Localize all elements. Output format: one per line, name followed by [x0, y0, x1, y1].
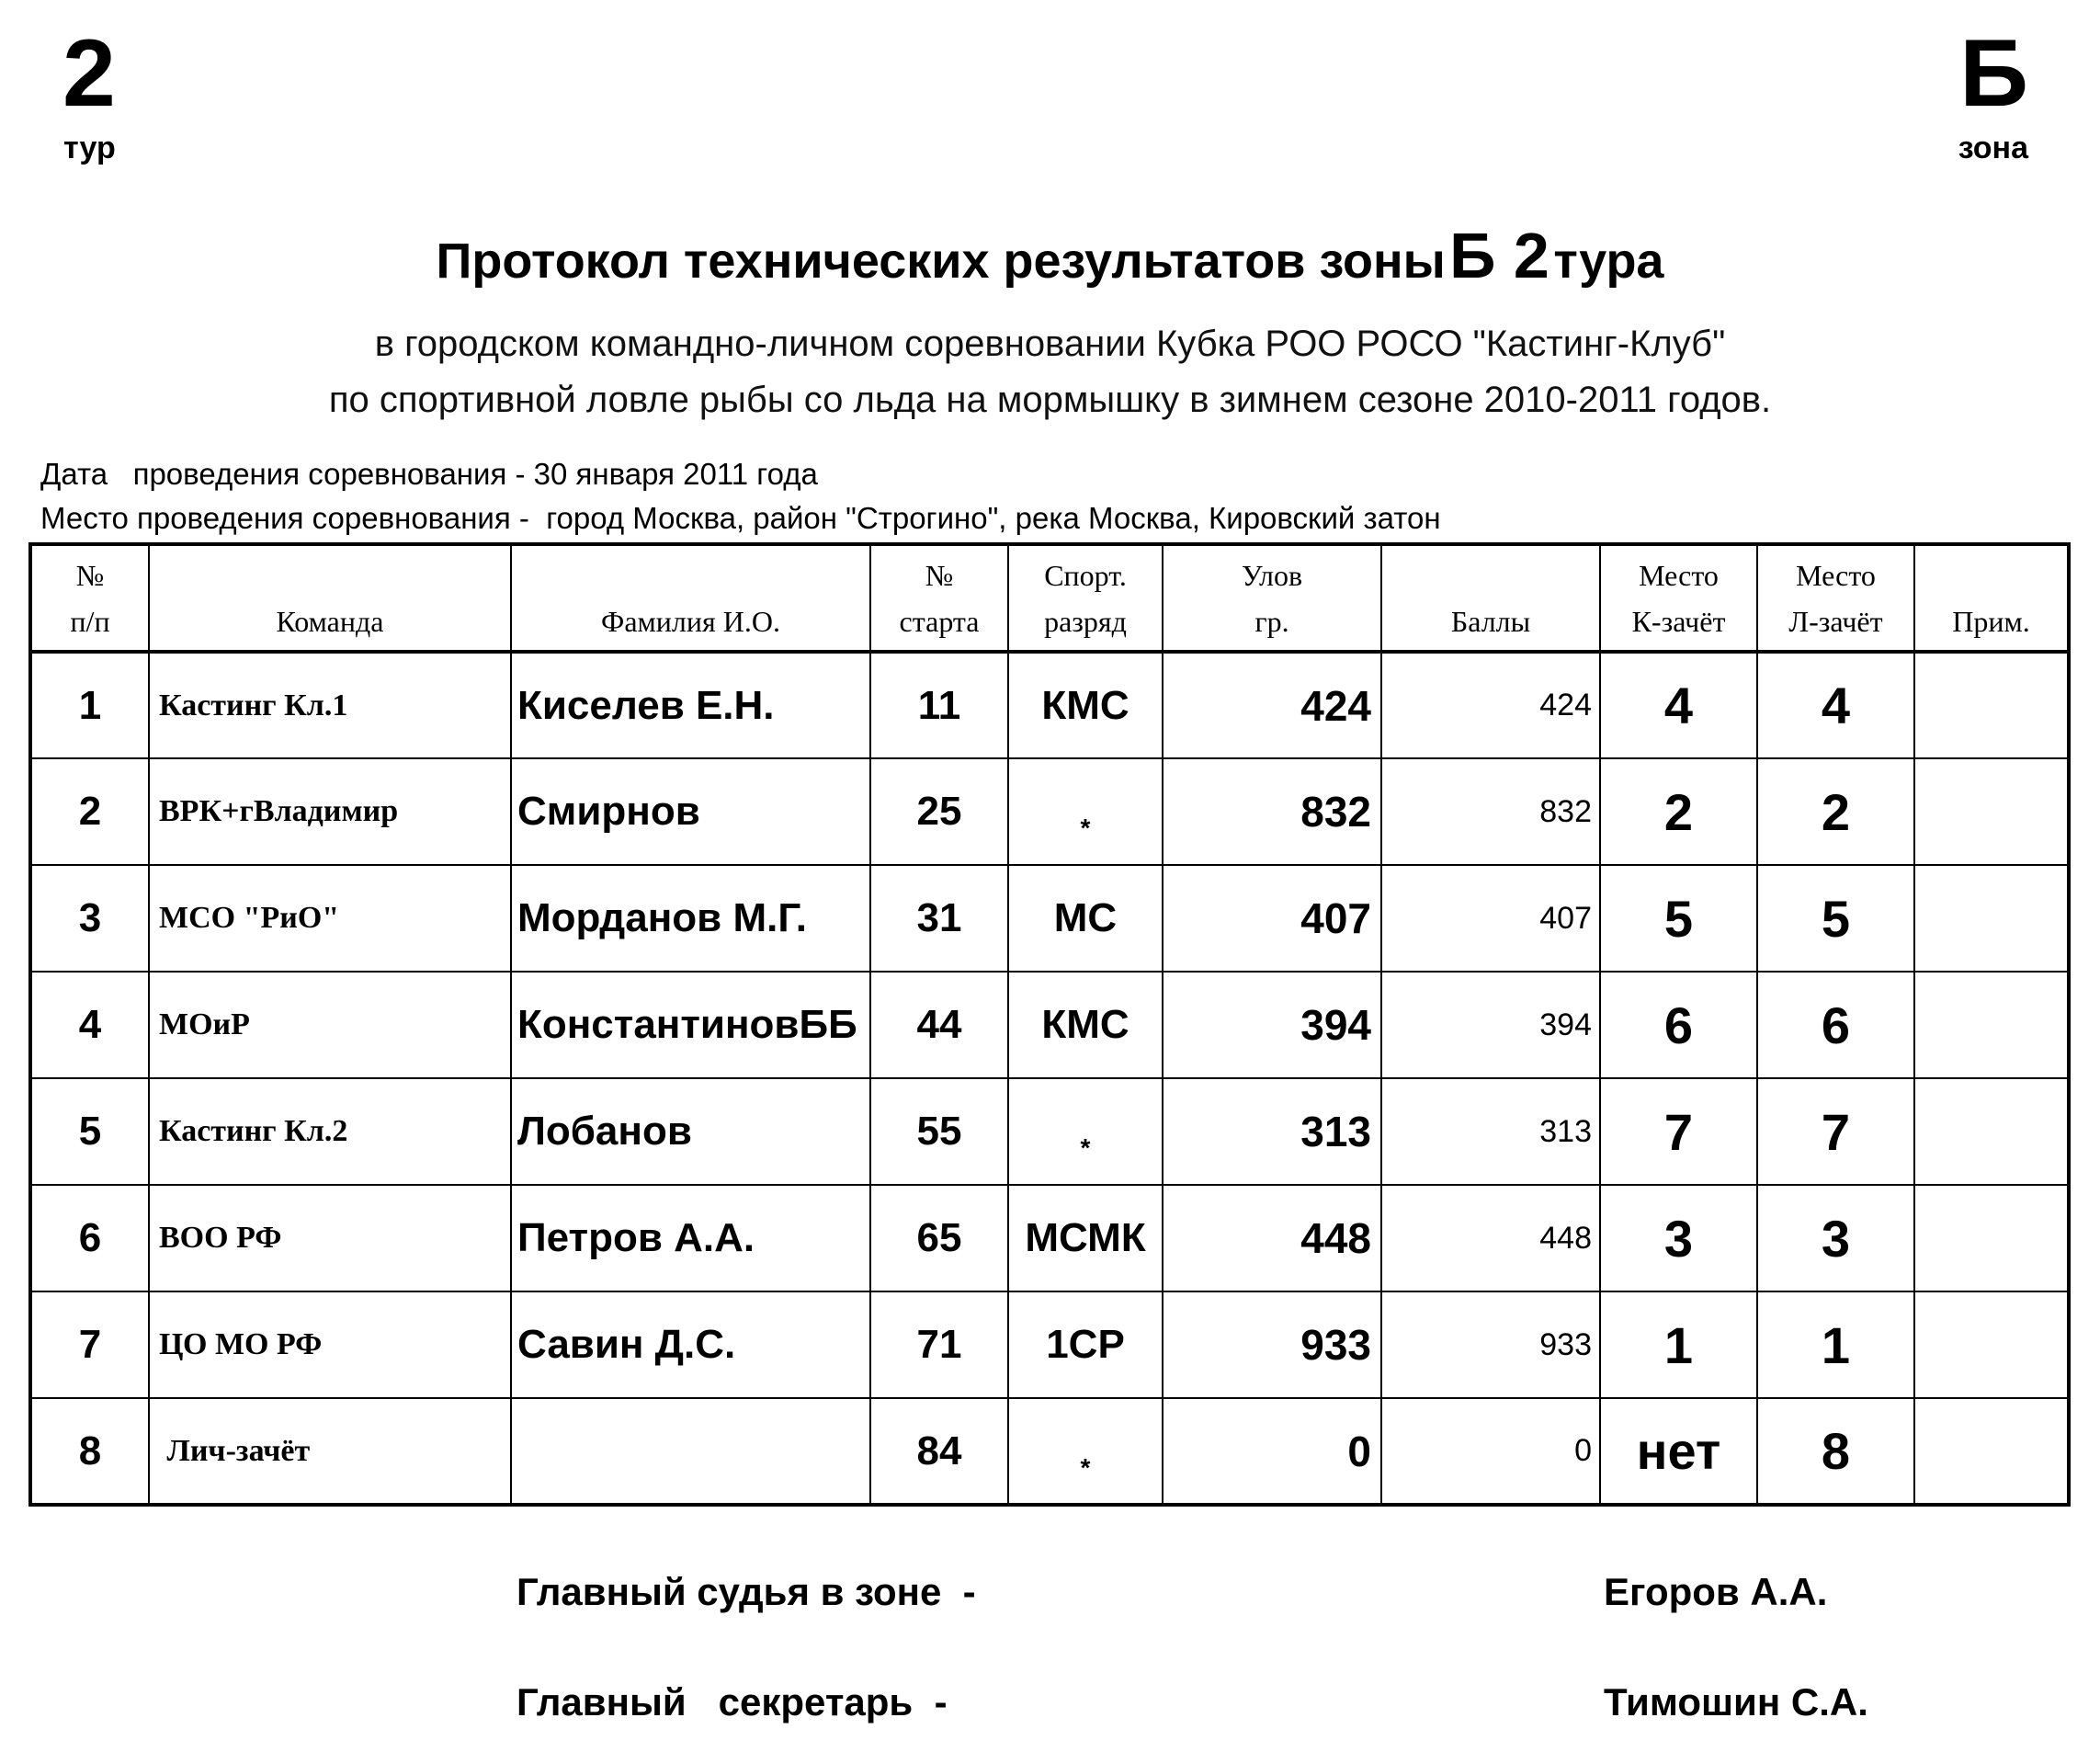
table-row: [30, 1185, 2069, 1291]
cell-points: 313: [1381, 1078, 1600, 1185]
cell-points: 832: [1381, 758, 1600, 865]
header-kplace-line-1: Место: [1639, 558, 1719, 592]
cell-personal-place: 2: [1757, 758, 1914, 865]
cell-catch: 0: [1163, 1398, 1381, 1505]
header-start: [870, 544, 1008, 652]
cell-note: [1914, 1078, 2069, 1185]
header-kplace: [1600, 544, 1757, 652]
header-catch-line-2: гр.: [1254, 604, 1289, 638]
header-rank-line-1: Спорт.: [1044, 558, 1127, 592]
cell-start: 44: [870, 972, 1008, 1078]
cell-num: 7: [30, 1291, 149, 1398]
header-points: [1381, 544, 1600, 652]
cell-catch: 832: [1163, 758, 1381, 865]
cell-name: Киселев Е.Н.: [511, 652, 870, 758]
cell-start: 71: [870, 1291, 1008, 1398]
cell-rank: *: [1008, 1398, 1163, 1505]
cell-personal-place: 7: [1757, 1078, 1914, 1185]
cell-num: 4: [30, 972, 149, 1078]
cell-team: Кастинг Кл.2: [149, 1078, 511, 1185]
table-row: [30, 1398, 2069, 1505]
cell-personal-place: 4: [1757, 652, 1914, 758]
cell-personal-place: 3: [1757, 1185, 1914, 1291]
header-kplace-line-2: К-зачёт: [1631, 604, 1726, 638]
cell-team-place: 1: [1600, 1291, 1757, 1398]
cell-name: Смирнов: [511, 758, 870, 865]
header-row: [30, 544, 2069, 652]
cell-team-place: нет: [1600, 1398, 1757, 1505]
cell-start: 31: [870, 865, 1008, 972]
header-lplace: [1757, 544, 1914, 652]
cell-rank: МСМК: [1008, 1185, 1163, 1291]
cell-num: 3: [30, 865, 149, 972]
chief-judge-label: Главный судья в зоне -: [516, 1570, 976, 1613]
cell-note: [1914, 652, 2069, 758]
subtitle-line-2: по спортивной ловле рыбы со льда на мормышку в зимнем сезоне 2010-2011 годов.: [328, 380, 1772, 420]
cell-catch: 424: [1163, 652, 1381, 758]
cell-start: 11: [870, 652, 1008, 758]
cell-start: 55: [870, 1078, 1008, 1185]
tour-label: тур: [63, 131, 116, 165]
header-lplace-line-1: Место: [1796, 558, 1876, 592]
table-row: [30, 758, 2069, 865]
cell-team-place: 6: [1600, 972, 1757, 1078]
cell-team: ВОО РФ: [149, 1185, 511, 1291]
cell-name: Савин Д.С.: [511, 1291, 870, 1398]
cell-team: МСО "РиО": [149, 865, 511, 972]
cell-catch: 448: [1163, 1185, 1381, 1291]
header-num-line-2: п/п: [70, 604, 110, 638]
cell-personal-place: 6: [1757, 972, 1914, 1078]
cell-num: 8: [30, 1398, 149, 1505]
cell-personal-place: 5: [1757, 865, 1914, 972]
cell-points: 394: [1381, 972, 1600, 1078]
table-row: [30, 972, 2069, 1078]
cell-points: 933: [1381, 1291, 1600, 1398]
cell-team: ЦО МО РФ: [149, 1291, 511, 1398]
zone-letter: Б: [1959, 20, 2028, 127]
cell-team: ВРК+гВладимир: [149, 758, 511, 865]
header-num-line-1: №: [75, 558, 105, 592]
cell-name: КонстантиновББ: [511, 972, 870, 1078]
header-rank: [1008, 544, 1163, 652]
cell-rank: МС: [1008, 865, 1163, 972]
cell-rank: КМС: [1008, 972, 1163, 1078]
cell-name: Морданов М.Г.: [511, 865, 870, 972]
table-row: [30, 652, 2069, 758]
cell-personal-place: 8: [1757, 1398, 1914, 1505]
tour-number: 2: [62, 20, 116, 127]
subtitle: [0, 316, 2100, 428]
cell-team: Кастинг Кл.1: [149, 652, 511, 758]
cell-num: 6: [30, 1185, 149, 1291]
title-end: тура: [1553, 233, 1664, 289]
cell-team-place: 2: [1600, 758, 1757, 865]
cell-note: [1914, 972, 2069, 1078]
cell-num: 2: [30, 758, 149, 865]
table-body: [30, 652, 2069, 1505]
title-main: Протокол технических результатов зоны: [436, 233, 1446, 289]
header-note-label: Прим.: [1952, 604, 2030, 638]
table-row: [30, 865, 2069, 972]
cell-note: [1914, 1291, 2069, 1398]
cell-name: Лобанов: [511, 1078, 870, 1185]
header-team: [149, 544, 511, 652]
header-note: [1914, 544, 2069, 652]
cell-name: Петров А.А.: [511, 1185, 870, 1291]
cell-rank: 1СР: [1008, 1291, 1163, 1398]
header-name-label: Фамилия И.О.: [601, 604, 780, 638]
header-lplace-line-2: Л-зачёт: [1788, 604, 1883, 638]
cell-team: МОиР: [149, 972, 511, 1078]
header-points-label: Баллы: [1450, 604, 1531, 638]
header-catch-line-1: Улов: [1241, 558, 1303, 592]
cell-team-place: 5: [1600, 865, 1757, 972]
competition-place: Место проведения соревнования - город Москва, район "Строгино", река Москва, Кировский затон: [40, 501, 1441, 535]
cell-catch: 394: [1163, 972, 1381, 1078]
cell-note: [1914, 758, 2069, 865]
cell-rank: *: [1008, 1078, 1163, 1185]
cell-team-place: 3: [1600, 1185, 1757, 1291]
cell-rank: *: [1008, 758, 1163, 865]
header-num: [30, 544, 149, 652]
cell-catch: 313: [1163, 1078, 1381, 1185]
cell-catch: 933: [1163, 1291, 1381, 1398]
cell-points: 424: [1381, 652, 1600, 758]
cell-points: 448: [1381, 1185, 1600, 1291]
cell-num: 1: [30, 652, 149, 758]
header-name: [511, 544, 870, 652]
cell-rank: КМС: [1008, 652, 1163, 758]
zone-label: зона: [1958, 131, 2028, 165]
cell-catch: 407: [1163, 865, 1381, 972]
header-start-line-1: №: [925, 558, 954, 592]
cell-note: [1914, 865, 2069, 972]
cell-start: 65: [870, 1185, 1008, 1291]
cell-note: [1914, 1185, 2069, 1291]
header-rank-line-2: разряд: [1044, 604, 1127, 638]
cell-start: 25: [870, 758, 1008, 865]
competition-date: Дата проведения соревнования - 30 января 2011 года: [40, 457, 818, 491]
table-row: [30, 1078, 2069, 1185]
page-title: [0, 219, 2100, 292]
header-catch: [1163, 544, 1381, 652]
chief-secretary-label: Главный секретарь -: [516, 1680, 948, 1724]
chief-secretary-name: Тимошин С.А.: [1604, 1680, 1868, 1724]
cell-name: [511, 1398, 870, 1505]
cell-team-place: 7: [1600, 1078, 1757, 1185]
header-team-label: Команда: [276, 604, 384, 638]
header-start-line-2: старта: [899, 604, 980, 638]
table-row: [30, 1291, 2069, 1398]
title-zone: Б 2: [1449, 220, 1549, 291]
cell-personal-place: 1: [1757, 1291, 1914, 1398]
cell-num: 5: [30, 1078, 149, 1185]
chief-judge-name: Егоров А.А.: [1604, 1570, 1828, 1613]
cell-team-place: 4: [1600, 652, 1757, 758]
cell-start: 84: [870, 1398, 1008, 1505]
cell-points: 407: [1381, 865, 1600, 972]
cell-note: [1914, 1398, 2069, 1505]
subtitle-line-1: в городском командно-личном соревновании Кубка РОО РОСО "Кастинг-Клуб": [374, 324, 1726, 364]
cell-points: 0: [1381, 1398, 1600, 1505]
results-table: [28, 542, 2071, 1507]
cell-team: Лич-зачёт: [149, 1398, 511, 1505]
